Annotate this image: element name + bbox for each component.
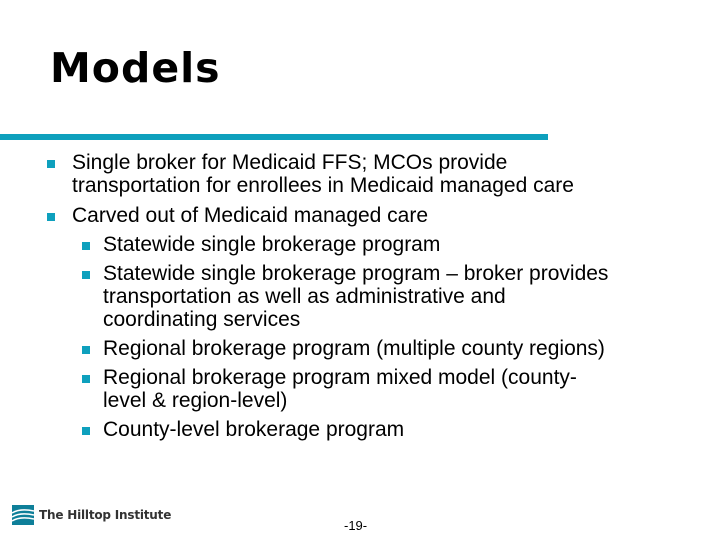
bullet-line: transportation for enrollees in Medicaid managed care (72, 174, 574, 197)
sub-bullet-item (103, 233, 703, 256)
sub-bullet-marker (82, 427, 90, 435)
sub-bullet-marker (82, 271, 90, 279)
sub-bullet-marker (82, 346, 90, 354)
bullet-item (72, 151, 692, 197)
sub-bullet-item (103, 262, 703, 331)
sub-bullet-item (103, 366, 703, 412)
logo-text: The Hilltop Institute (39, 508, 172, 522)
bullet-line: Statewide single brokerage program (103, 233, 441, 256)
hilltop-logo-icon (12, 505, 34, 525)
sub-bullet-marker (82, 375, 90, 383)
slide-title: Models (50, 44, 221, 92)
bullet-line: County-level brokerage program (103, 418, 405, 441)
bullet-line: transportation as well as administrative and (103, 285, 506, 308)
bullet-line: Single broker for Medicaid FFS; MCOs provide (72, 151, 508, 174)
sub-bullet-item (103, 337, 703, 360)
bullet-line: Carved out of Medicaid managed care (72, 204, 429, 227)
bullet-line: level & region-level) (103, 389, 288, 412)
bullet-line: coordinating services (103, 308, 301, 331)
bullet-marker (47, 213, 55, 221)
hilltop-logo (12, 505, 171, 525)
title-divider (0, 134, 548, 140)
sub-bullet-marker (82, 242, 90, 250)
bullet-marker (47, 160, 55, 168)
bullet-line: Regional brokerage program (multiple county regions) (103, 337, 605, 360)
bullet-line: Regional brokerage program mixed model (county- (103, 366, 577, 389)
bullet-item (72, 204, 692, 227)
page-number: -19- (344, 518, 368, 533)
bullet-line: Statewide single brokerage program – broker provides (103, 262, 609, 285)
sub-bullet-item (103, 418, 703, 441)
